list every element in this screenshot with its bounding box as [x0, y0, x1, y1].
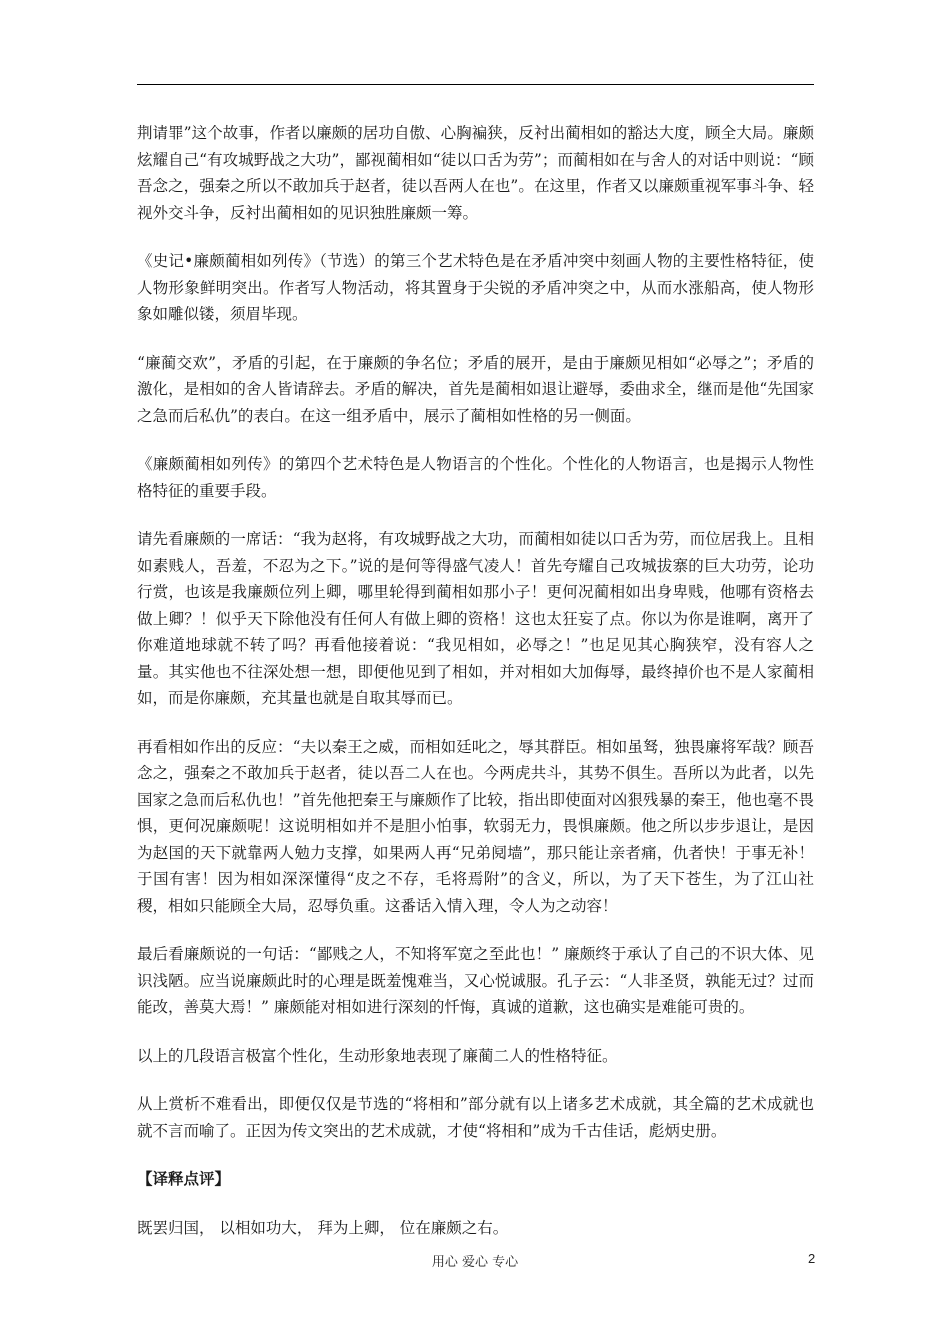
paragraph-3: “廉蔺交欢”，矛盾的引起，在于廉颇的争名位；矛盾的展开，是由于廉颇见相如“必辱之”；矛盾的激化，是相如的舍人皆请辞去。矛盾的解决，首先是蔺相如退让避辱，委曲求全，继而是他“先国家之急而后私仇”的表白。在这一组矛盾中，展示了蔺相如性格的另一侧面。: [137, 353, 814, 425]
document-body: [137, 120, 814, 1263]
header-rule: [137, 84, 814, 85]
paragraph-8: 以上的几段语言极富个性化，生动形象地表现了廉蔺二人的性格特征。: [137, 1046, 618, 1065]
page-number: 2: [808, 1251, 816, 1266]
paragraph-2: 《史记•廉颇蔺相如列传》（节选）的第三个艺术特色是在矛盾冲突中刻画人物的主要性格特征，使人物形象鲜明突出。作者写人物活动，将其置身于尖锐的矛盾冲突之中，从而水涨船高，使人物形象如雕似镂，须眉毕现。: [137, 252, 814, 323]
footer-slogan: 用心 爱心 专心: [431, 1255, 519, 1270]
paragraph-4: 《廉颇蔺相如列传》的第四个艺术特色是人物语言的个性化。个性化的人物语言，也是揭示人物性格特征的重要手段。: [137, 455, 814, 500]
paragraph-6: 再看相如作出的反应：“夫以秦王之威，而相如廷叱之，辱其群臣。相如虽驽，独畏廉将军哉？顾吾念之，强秦之不敢加兵于赵者，徒以吾二人在也。今两虎共斗，其势不俱生。吾所以为此者，以先国家之急而后私仇也！”首先他把秦王与廉颇作了比较，指出即使面对凶狠残暴的秦王，他也毫不畏惧，更何况廉颇呢！这说明相如并不是胆小怕事，软弱无力，畏惧廉颇。他之所以步步退让，是因为赵国的天下就靠两人勉力支撑，如果两人再“兄弟阋墙”，那只能让亲者痛，仇者快！于事无补！于国有害！因为相如深深懂得“皮之不存，毛将焉附”的含义，所以，为了天下苍生，为了江山社稷，相如只能顾全大局，忍辱负重。这番话入情入理，令人为之动容！: [137, 737, 814, 915]
paragraph-1: 荆请罪”这个故事，作者以廉颇的居功自傲、心胸褊狭，反衬出蔺相如的豁达大度，顾全大局。廉颇炫耀自己“有攻城野战之大功”，鄙视蔺相如“徒以口舌为劳”；而蔺相如在与舍人的对话中则说：“顾吾念之，强秦之所以不敢加兵于赵者，徒以吾两人在也”。在这里，作者又以廉颇重视军事斗争、轻视外交斗争，反衬出蔺相如的见识独胜廉颇一筹。: [137, 124, 814, 222]
section-heading: 【译释点评】: [137, 1169, 231, 1188]
paragraph-7: 最后看廉颇说的一句话：“鄙贱之人，不知将军宽之至此也！” 廉颇终于承认了自己的不识大体、见识浅陋。应当说廉颇此时的心理是既羞愧难当，又心悦诚服。孔子云：“人非圣贤，孰能无过？过而能改，善莫大焉！” 廉颇能对相如进行深刻的忏悔，真诚的道歉，这也确实是难能可贵的。: [137, 945, 814, 1016]
final-line: 既罢归国， 以相如功大， 拜为上卿， 位在廉颇之右。: [137, 1218, 509, 1237]
paragraph-9: 从上赏析不难看出，即便仅仅是节选的“将相和”部分就有以上诸多艺术成就，其全篇的艺术成就也就不言而喻了。正因为传文突出的艺术成就，才使“将相和”成为千古佳话，彪炳史册。: [137, 1095, 814, 1140]
paragraph-5: 请先看廉颇的一席话：“我为赵将，有攻城野战之大功，而蔺相如徒以口舌为劳，而位居我上。且相如素贱人，吾羞，不忍为之下。”说的是何等得盛气凌人！首先夸耀自己攻城拔寨的巨大功劳，论功行赏，也该是我廉颇位列上卿，哪里轮得到蔺相如那小子！更何况蔺相如出身卑贱，他哪有资格去做上卿？！似乎天下除他没有任何人有做上卿的资格！这也太狂妄了点。你以为你是谁啊，离开了你难道地球就不转了吗？再看他接着说：“我见相如，必辱之！”也足见其心胸狭窄，没有容人之量。其实他也不往深处想一想，即便他见到了相如，并对相如大加侮辱，最终掉价也不是人家蔺相如，而是你廉颇，充其量也就是自取其辱而已。: [137, 530, 814, 707]
